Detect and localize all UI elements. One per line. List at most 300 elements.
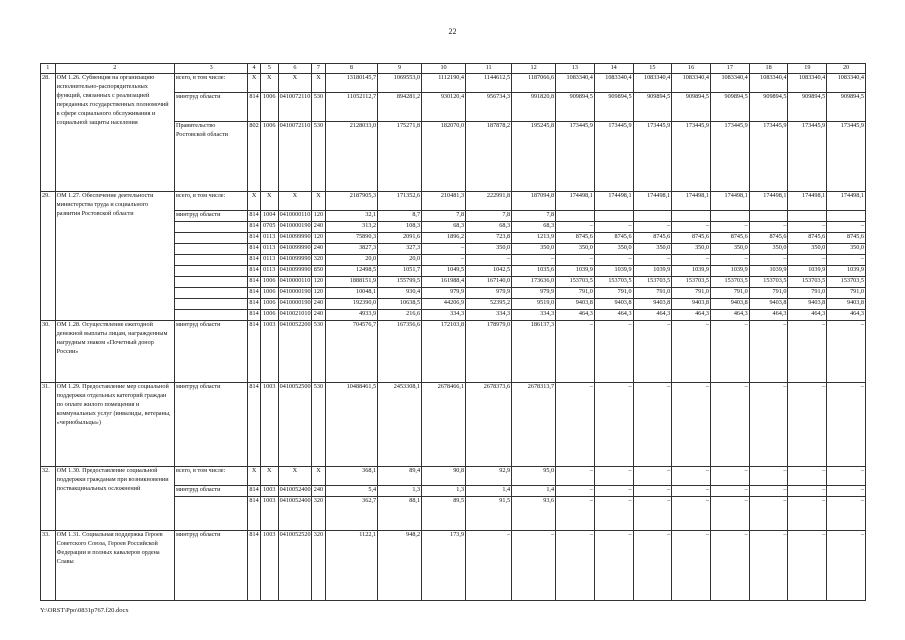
column-number: 8 xyxy=(325,64,377,74)
amount-cell: 464,3 xyxy=(556,310,595,321)
amount-cell: 350,0 xyxy=(594,244,633,255)
budget-code-c6: 0410072110 xyxy=(278,122,312,192)
amount-cell: – xyxy=(594,321,633,383)
amount-cell: 222991,8 xyxy=(466,192,512,211)
amount-cell: 2453308,1 xyxy=(378,383,422,467)
amount-cell: 464,3 xyxy=(633,310,672,321)
budget-code-c4: X xyxy=(248,467,261,486)
amount-cell: – xyxy=(556,467,595,486)
budget-code-c7: 320 xyxy=(312,497,326,531)
amount-cell: – xyxy=(672,321,711,383)
budget-code-c4: 814 xyxy=(248,255,261,266)
amount-cell: 32,1 xyxy=(325,211,377,222)
amount-cell: 9403,8 xyxy=(556,299,595,310)
budget-code-c7: 240 xyxy=(312,222,326,233)
amount-cell: 1042,5 xyxy=(466,266,512,277)
amount-cell: 368,1 xyxy=(325,467,377,486)
amount-cell: – xyxy=(422,244,466,255)
column-number: 1 xyxy=(41,64,56,74)
amount-cell: – xyxy=(594,486,633,497)
amount-cell: – xyxy=(749,383,788,467)
amount-cell: 1,4 xyxy=(512,486,556,497)
amount-cell: – xyxy=(749,531,788,601)
executor-cell: минтруд области xyxy=(175,486,248,497)
amount-cell: – xyxy=(749,255,788,266)
amount-cell: 313,2 xyxy=(325,222,377,233)
amount-cell: 174498,1 xyxy=(672,192,711,211)
executor-cell: минтруд области xyxy=(175,321,248,383)
amount-cell: 1144612,5 xyxy=(466,74,512,93)
column-number: 17 xyxy=(711,64,750,74)
column-number: 3 xyxy=(175,64,248,74)
budget-code-c5: 0113 xyxy=(260,244,278,255)
amount-cell: 68,3 xyxy=(422,222,466,233)
budget-code-c4: 814 xyxy=(248,383,261,467)
amount-cell: 153703,5 xyxy=(594,277,633,288)
executor-cell xyxy=(175,299,248,310)
amount-cell: – xyxy=(633,222,672,233)
amount-cell: 350,0 xyxy=(466,244,512,255)
amount-cell: 1083340,4 xyxy=(788,74,827,93)
amount-cell: 174498,1 xyxy=(749,192,788,211)
table-row xyxy=(41,531,866,601)
amount-cell: 91,5 xyxy=(466,497,512,531)
amount-cell: – xyxy=(711,383,750,467)
executor-cell: всего, в том числе: xyxy=(175,467,248,486)
budget-code-c7: 850 xyxy=(312,266,326,277)
budget-code-c4: 814 xyxy=(248,310,261,321)
amount-cell: 7,8 xyxy=(466,211,512,222)
amount-cell: 948,2 xyxy=(378,531,422,601)
amount-cell: – xyxy=(594,467,633,486)
amount-cell: 1888151,9 xyxy=(325,277,377,288)
row-number: 30. xyxy=(41,321,56,383)
column-number: 5 xyxy=(260,64,278,74)
budget-code-c6: 0410072110 xyxy=(278,93,312,122)
amount-cell: 930120,4 xyxy=(422,93,466,122)
amount-cell: 327,3 xyxy=(378,244,422,255)
amount-cell: – xyxy=(556,255,595,266)
page-number: 22 xyxy=(448,27,457,36)
amount-cell: 2678373,6 xyxy=(466,383,512,467)
column-number: 11 xyxy=(466,64,512,74)
amount-cell: 9403,8 xyxy=(633,299,672,310)
amount-cell: 173445,9 xyxy=(594,122,633,192)
amount-cell: 153703,5 xyxy=(711,277,750,288)
amount-cell xyxy=(594,211,633,222)
amount-cell: 9403,8 xyxy=(827,299,866,310)
budget-code-c5: 1006 xyxy=(260,299,278,310)
amount-cell: – xyxy=(788,531,827,601)
amount-cell: 791,0 xyxy=(788,288,827,299)
amount-cell: – xyxy=(633,467,672,486)
executor-cell xyxy=(175,255,248,266)
budget-code-c7: 120 xyxy=(312,233,326,244)
amount-cell: 2187905,3 xyxy=(325,192,377,211)
amount-cell: 791,0 xyxy=(594,288,633,299)
executor-cell: Правительство Ростовской области xyxy=(175,122,248,192)
amount-cell xyxy=(788,211,827,222)
amount-cell: 1083340,4 xyxy=(827,74,866,93)
budget-code-c7: 120 xyxy=(312,288,326,299)
amount-cell xyxy=(556,211,595,222)
amount-cell: 10488461,5 xyxy=(325,383,377,467)
amount-cell: 93,6 xyxy=(512,497,556,531)
amount-cell: 350,0 xyxy=(711,244,750,255)
amount-cell: 2091,6 xyxy=(378,233,422,244)
amount-cell: 464,3 xyxy=(594,310,633,321)
budget-code-c5: 1003 xyxy=(260,497,278,531)
amount-cell: 174498,1 xyxy=(827,192,866,211)
amount-cell: 187878,2 xyxy=(466,122,512,192)
budget-code-c5: 1006 xyxy=(260,288,278,299)
amount-cell: – xyxy=(556,321,595,383)
amount-cell: 9403,8 xyxy=(749,299,788,310)
amount-cell: 956734,3 xyxy=(466,93,512,122)
amount-cell: – xyxy=(556,222,595,233)
budget-code-c6: 0410052400 xyxy=(278,486,312,497)
amount-cell: 153703,5 xyxy=(556,277,595,288)
amount-cell: 1051,7 xyxy=(378,266,422,277)
budget-code-c7: 120 xyxy=(312,211,326,222)
amount-cell: 979,9 xyxy=(422,288,466,299)
amount-cell: – xyxy=(827,222,866,233)
amount-cell: – xyxy=(749,497,788,531)
amount-cell: 4933,9 xyxy=(325,310,377,321)
amount-cell: 175271,8 xyxy=(378,122,422,192)
amount-cell: 979,9 xyxy=(512,288,556,299)
column-number: 15 xyxy=(633,64,672,74)
budget-code-c7: 320 xyxy=(312,255,326,266)
amount-cell: 167140,0 xyxy=(466,277,512,288)
amount-cell: – xyxy=(711,497,750,531)
amount-cell: 216,6 xyxy=(378,310,422,321)
amount-cell: 68,3 xyxy=(512,222,556,233)
budget-code-c7: 240 xyxy=(312,486,326,497)
column-number: 7 xyxy=(312,64,326,74)
amount-cell: 210481,3 xyxy=(422,192,466,211)
budget-code-c6: 0410052500 xyxy=(278,383,312,467)
amount-cell: 174498,1 xyxy=(594,192,633,211)
budget-code-c6: 0410000110 xyxy=(278,277,312,288)
executor-cell xyxy=(175,310,248,321)
amount-cell: 2128033,0 xyxy=(325,122,377,192)
budget-code-c6: 0410052200 xyxy=(278,321,312,383)
amount-cell: 791,0 xyxy=(749,288,788,299)
budget-code-c6: 0410000190 xyxy=(278,299,312,310)
amount-cell: – xyxy=(749,486,788,497)
budget-code-c4: 814 xyxy=(248,266,261,277)
amount-cell: 192390,0 xyxy=(325,299,377,310)
amount-cell: 909894,5 xyxy=(633,93,672,122)
budget-code-c7: 530 xyxy=(312,383,326,467)
table-row xyxy=(41,467,866,486)
amount-cell: 350,0 xyxy=(633,244,672,255)
amount-cell: 1035,6 xyxy=(512,266,556,277)
amount-cell: 2678466,1 xyxy=(422,383,466,467)
amount-cell: 8745,6 xyxy=(633,233,672,244)
amount-cell: – xyxy=(466,531,512,601)
amount-cell: 704576,7 xyxy=(325,321,377,383)
amount-cell: 173445,9 xyxy=(633,122,672,192)
amount-cell: 909894,5 xyxy=(827,93,866,122)
amount-cell: 1083340,4 xyxy=(594,74,633,93)
amount-cell: 52395,2 xyxy=(466,299,512,310)
amount-cell: – xyxy=(788,383,827,467)
budget-code-c4: 814 xyxy=(248,233,261,244)
budget-code-c5: 1006 xyxy=(260,93,278,122)
amount-cell: 9519,0 xyxy=(512,299,556,310)
budget-code-c5: 1003 xyxy=(260,486,278,497)
budget-code-c6: 0410099990 xyxy=(278,255,312,266)
amount-cell: 187094,8 xyxy=(512,192,556,211)
amount-cell: 88,1 xyxy=(378,497,422,531)
column-number: 6 xyxy=(278,64,312,74)
budget-code-c6: 0410052400 xyxy=(278,497,312,531)
amount-cell: 1069553,0 xyxy=(378,74,422,93)
amount-cell: – xyxy=(633,531,672,601)
executor-cell xyxy=(175,266,248,277)
row-number: 33. xyxy=(41,531,56,601)
amount-cell: – xyxy=(594,222,633,233)
table-row xyxy=(41,321,866,383)
budget-code-c4: 814 xyxy=(248,244,261,255)
amount-cell: 173445,9 xyxy=(749,122,788,192)
amount-cell: 9403,8 xyxy=(711,299,750,310)
amount-cell: – xyxy=(556,383,595,467)
amount-cell: 1083340,4 xyxy=(633,74,672,93)
amount-cell: 791,0 xyxy=(711,288,750,299)
amount-cell: 13180145,7 xyxy=(325,74,377,93)
amount-cell: 89,4 xyxy=(378,467,422,486)
amount-cell: 174498,1 xyxy=(633,192,672,211)
amount-cell: 350,0 xyxy=(827,244,866,255)
amount-cell: 173445,9 xyxy=(556,122,595,192)
amount-cell: 791,0 xyxy=(633,288,672,299)
budget-code-c5: X xyxy=(260,74,278,93)
table-row xyxy=(41,192,866,211)
executor-cell: минтруд области xyxy=(175,383,248,467)
row-number: 31. xyxy=(41,383,56,467)
amount-cell xyxy=(672,211,711,222)
budget-code-c5: 0113 xyxy=(260,233,278,244)
amount-cell: 1039,9 xyxy=(711,266,750,277)
amount-cell: 92,9 xyxy=(466,467,512,486)
amount-cell: 173636,0 xyxy=(512,277,556,288)
amount-cell: – xyxy=(788,222,827,233)
amount-cell: 12498,5 xyxy=(325,266,377,277)
amount-cell: 464,3 xyxy=(788,310,827,321)
amount-cell: – xyxy=(788,321,827,383)
amount-cell: – xyxy=(672,467,711,486)
amount-cell: – xyxy=(672,222,711,233)
budget-code-c4: 814 xyxy=(248,486,261,497)
column-number: 4 xyxy=(248,64,261,74)
amount-cell: 894281,2 xyxy=(378,93,422,122)
budget-code-c4: 802 xyxy=(248,122,261,192)
budget-code-c4: 814 xyxy=(248,211,261,222)
amount-cell: 1,4 xyxy=(466,486,512,497)
amount-cell: – xyxy=(749,321,788,383)
executor-cell xyxy=(175,288,248,299)
amount-cell: 1896,2 xyxy=(422,233,466,244)
row-number: 28. xyxy=(41,74,56,192)
column-number: 20 xyxy=(827,64,866,74)
amount-cell: – xyxy=(711,531,750,601)
amount-cell: 68,3 xyxy=(466,222,512,233)
amount-cell: 464,3 xyxy=(711,310,750,321)
column-number: 19 xyxy=(788,64,827,74)
amount-cell: 153703,5 xyxy=(633,277,672,288)
amount-cell xyxy=(749,211,788,222)
amount-cell: – xyxy=(711,222,750,233)
executor-cell xyxy=(175,233,248,244)
amount-cell: – xyxy=(788,467,827,486)
amount-cell: 10048,1 xyxy=(325,288,377,299)
amount-cell: – xyxy=(466,255,512,266)
budget-code-c5: 0113 xyxy=(260,255,278,266)
amount-cell: – xyxy=(633,255,672,266)
amount-cell: 178979,0 xyxy=(466,321,512,383)
amount-cell: 182070,0 xyxy=(422,122,466,192)
budget-code-c4: X xyxy=(248,192,261,211)
amount-cell: – xyxy=(711,321,750,383)
budget-code-c6: 0410000110 xyxy=(278,211,312,222)
amount-cell: – xyxy=(749,467,788,486)
amount-cell: 909894,5 xyxy=(749,93,788,122)
column-number: 12 xyxy=(512,64,556,74)
amount-cell: 20,0 xyxy=(378,255,422,266)
budget-code-c4: 814 xyxy=(248,288,261,299)
budget-code-c6: 0410052520 xyxy=(278,531,312,601)
amount-cell: 930,4 xyxy=(378,288,422,299)
amount-cell: 1083340,4 xyxy=(556,74,595,93)
executor-cell: минтруд области xyxy=(175,211,248,222)
budget-code-c7: X xyxy=(312,467,326,486)
amount-cell: 909894,5 xyxy=(788,93,827,122)
budget-code-c7: 240 xyxy=(312,244,326,255)
amount-cell: 791,0 xyxy=(672,288,711,299)
amount-cell: 350,0 xyxy=(749,244,788,255)
amount-cell: 174498,1 xyxy=(788,192,827,211)
amount-cell: 153703,5 xyxy=(749,277,788,288)
amount-cell: 1049,5 xyxy=(422,266,466,277)
column-number: 14 xyxy=(594,64,633,74)
table-row xyxy=(41,74,866,93)
amount-cell: 75890,3 xyxy=(325,233,377,244)
amount-cell: – xyxy=(827,467,866,486)
amount-cell: 1083340,4 xyxy=(749,74,788,93)
amount-cell: 172103,8 xyxy=(422,321,466,383)
amount-cell: 909894,5 xyxy=(672,93,711,122)
amount-cell: 171352,6 xyxy=(378,192,422,211)
measure-name: ОМ 1.30. Предоставление социальной поддержки гражданам при возникновении поствакцинальных осложнений xyxy=(55,467,174,531)
amount-cell: 909894,5 xyxy=(556,93,595,122)
amount-cell: – xyxy=(672,531,711,601)
executor-cell xyxy=(175,222,248,233)
amount-cell: – xyxy=(594,383,633,467)
amount-cell: – xyxy=(827,321,866,383)
amount-cell: 8745,6 xyxy=(594,233,633,244)
amount-cell: 108,3 xyxy=(378,222,422,233)
amount-cell: 350,0 xyxy=(556,244,595,255)
amount-cell: – xyxy=(711,255,750,266)
amount-cell: – xyxy=(422,255,466,266)
amount-cell: 9403,8 xyxy=(594,299,633,310)
amount-cell: – xyxy=(512,531,556,601)
budget-code-c4: 814 xyxy=(248,93,261,122)
amount-cell: – xyxy=(711,486,750,497)
budget-code-c5: 0705 xyxy=(260,222,278,233)
amount-cell: 95,0 xyxy=(512,467,556,486)
budget-code-c7: 530 xyxy=(312,321,326,383)
amount-cell: – xyxy=(827,486,866,497)
amount-cell: – xyxy=(672,255,711,266)
amount-cell: 9403,8 xyxy=(672,299,711,310)
budget-code-c4: 814 xyxy=(248,299,261,310)
budget-code-c7: X xyxy=(312,192,326,211)
amount-cell: – xyxy=(749,222,788,233)
column-number: 9 xyxy=(378,64,422,74)
amount-cell: – xyxy=(788,497,827,531)
budget-code-c6: 0410021010 xyxy=(278,310,312,321)
amount-cell: 153703,5 xyxy=(788,277,827,288)
budget-code-c6: 0410099990 xyxy=(278,233,312,244)
amount-cell: – xyxy=(633,321,672,383)
amount-cell: – xyxy=(788,486,827,497)
executor-cell xyxy=(175,244,248,255)
amount-cell: 8745,6 xyxy=(556,233,595,244)
amount-cell: – xyxy=(827,383,866,467)
amount-cell xyxy=(827,211,866,222)
amount-cell: 173,9 xyxy=(422,531,466,601)
amount-cell: 350,0 xyxy=(788,244,827,255)
amount-cell: 991820,8 xyxy=(512,93,556,122)
amount-cell: 334,3 xyxy=(422,310,466,321)
amount-cell: 1187066,6 xyxy=(512,74,556,93)
amount-cell: – xyxy=(594,531,633,601)
amount-cell: – xyxy=(556,486,595,497)
footer-file-path: Y:\ORST\Ppo\0831p767.f20.docx xyxy=(40,607,129,614)
amount-cell: 153703,5 xyxy=(827,277,866,288)
budget-code-c4: 814 xyxy=(248,497,261,531)
amount-cell: 2678313,7 xyxy=(512,383,556,467)
budget-code-c5: 1006 xyxy=(260,277,278,288)
amount-cell: 909894,5 xyxy=(594,93,633,122)
amount-cell: 909894,5 xyxy=(711,93,750,122)
amount-cell: 464,3 xyxy=(749,310,788,321)
amount-cell: – xyxy=(512,255,556,266)
amount-cell: 1039,9 xyxy=(827,266,866,277)
budget-code-c4: 814 xyxy=(248,277,261,288)
amount-cell: 1039,9 xyxy=(633,266,672,277)
amount-cell: 8745,6 xyxy=(711,233,750,244)
amount-cell xyxy=(633,211,672,222)
column-number: 10 xyxy=(422,64,466,74)
budget-code-c7: 120 xyxy=(312,277,326,288)
amount-cell: 1213,9 xyxy=(512,233,556,244)
amount-cell: – xyxy=(672,486,711,497)
amount-cell: 5,4 xyxy=(325,486,377,497)
amount-cell: 90,8 xyxy=(422,467,466,486)
amount-cell: 791,0 xyxy=(556,288,595,299)
amount-cell: 8745,6 xyxy=(788,233,827,244)
budget-code-c6: X xyxy=(278,467,312,486)
amount-cell: 174498,1 xyxy=(556,192,595,211)
amount-cell: 8745,6 xyxy=(672,233,711,244)
amount-cell: 1039,9 xyxy=(788,266,827,277)
executor-cell: минтруд области xyxy=(175,531,248,601)
